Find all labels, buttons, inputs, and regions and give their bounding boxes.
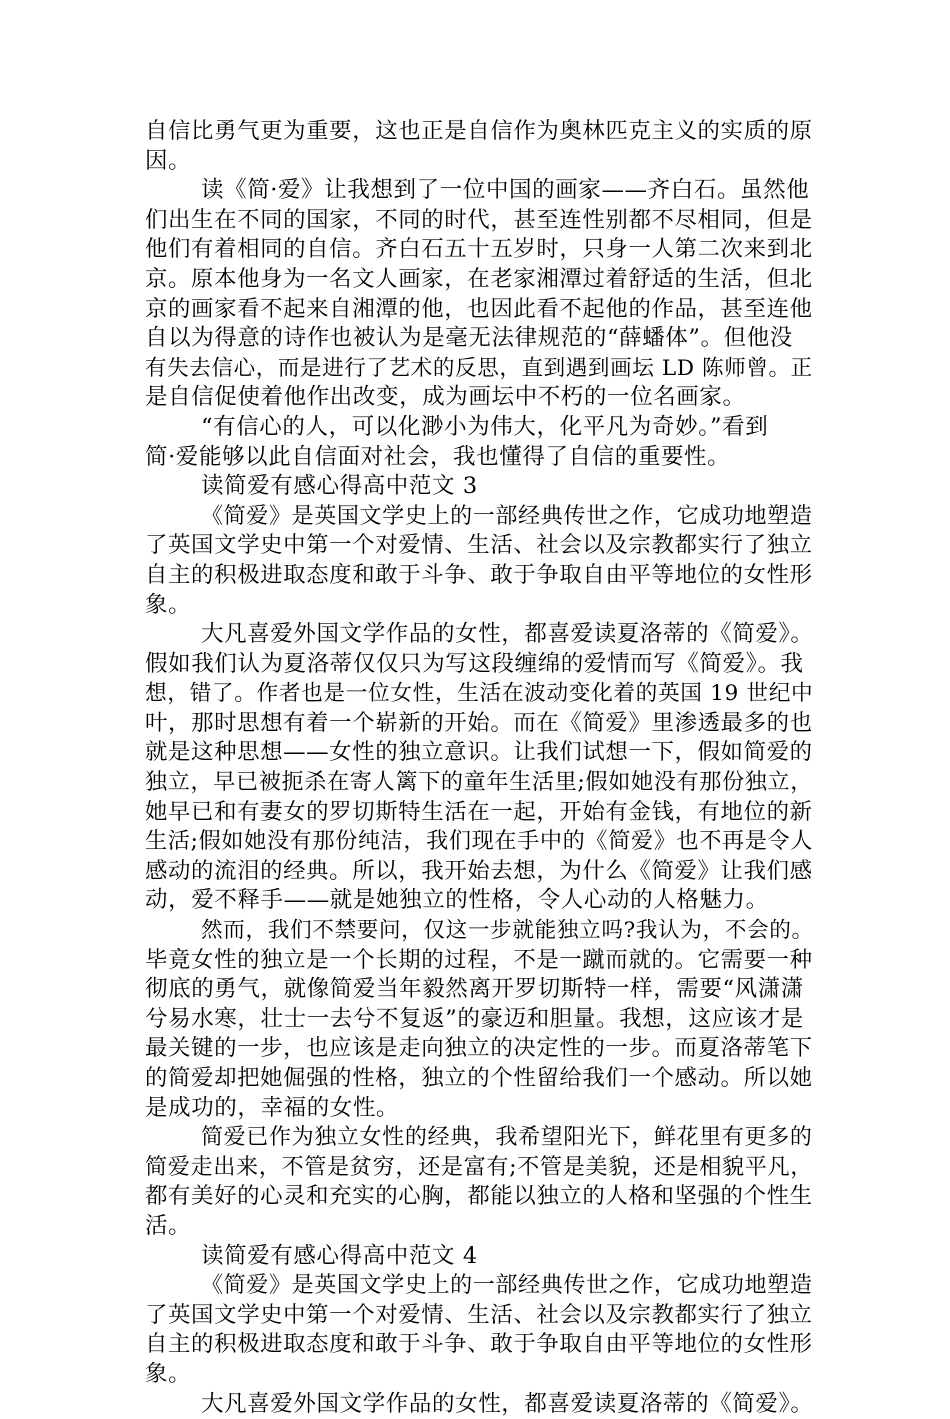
text-line: 们出生在不同的国家，不同的时代，甚至连性别都不尽相同，但是 [145,206,813,233]
text-line: 感动的流泪的经典。所以，我开始去想，为什么《简爱》让我们感 [145,857,813,884]
text-line: 兮易水寒，壮士一去兮不复返”的豪迈和胆量。我想，这应该才是 [145,1005,804,1032]
text-line: 自信比勇气更为重要，这也正是自信作为奥林匹克主义的实质的原 [145,118,813,144]
text-line: 有失去信心，而是进行了艺术的反思，直到遇到画坛 LD 陈师曾。正 [145,355,813,381]
text-line: 读《简·爱》让我想到了一位中国的画家——齐白石。虽然他 [201,177,810,204]
text-line: 的简爱却把她倔强的性格，独立的个性留给我们一个感动。所以她 [145,1065,813,1091]
text-line: 京的画家看不起来自湘潭的他，也因此看不起他的作品，甚至连他 [145,295,813,322]
text-line: 毕竟女性的独立是一个长期的过程，不是一蹴而就的。它需要一种 [145,946,813,973]
text-line: 独立，早已被扼杀在寄人篱下的童年生活里;假如她没有那份独立， [145,769,813,796]
text-line: 了英国文学史中第一个对爱情、生活、社会以及宗教都实行了独立 [145,1301,813,1328]
text-line: 最关键的一步，也应该是走向独立的决定性的一步。而夏洛蒂笔下 [145,1035,813,1062]
text-line: 简爱走出来，不管是贫穷，还是富有;不管是美貌，还是相貌平凡， [145,1153,813,1180]
text-line: 读简爱有感心得高中范文 3 [201,473,478,500]
text-line: 彻底的勇气，就像简爱当年毅然离开罗切斯特一样，需要“风潇潇 [145,976,804,1003]
text-line: 是成功的，幸福的女性。 [145,1094,400,1121]
text-line: 简·爱能够以此自信面对社会，我也懂得了自信的重要性。 [145,443,731,470]
text-line: 京。原本他身为一名文人画家，在老家湘潭过着舒适的生活，但北 [145,265,813,292]
text-line: 想，错了。作者也是一位女性，生活在波动变化着的英国 19 世纪中 [145,681,814,707]
text-line: 他们有着相同的自信。齐白石五十五岁时，只身一人第二次来到北 [145,236,813,263]
text-line: 简爱已作为独立女性的经典，我希望阳光下，鲜花里有更多的 [201,1125,813,1151]
text-line: 就是这种思想——女性的独立意识。让我们试想一下，假如简爱的 [145,739,813,766]
text-line: 象。 [145,1360,192,1387]
text-line: 了英国文学史中第一个对爱情、生活、社会以及宗教都实行了独立 [145,532,813,559]
text-line: 大凡喜爱外国文学作品的女性，都喜爱读夏洛蒂的《简爱》。 [201,1390,814,1417]
text-line: 因。 [145,147,192,174]
text-line: “有信心的人，可以化渺小为伟大，化平凡为奇妙。”看到 [201,413,769,440]
text-line: 是自信促使着他作出改变，成为画坛中不朽的一位名画家。 [145,384,746,411]
text-line: 生活;假如她没有那份纯洁，我们现在手中的《简爱》也不再是令人 [145,828,813,855]
text-line: 《简爱》是英国文学史上的一部经典传世之作，它成功地塑造 [201,1273,813,1299]
text-line: 动，爱不释手——就是她独立的性格，令人心动的人格魅力。 [145,887,769,914]
text-line: 大凡喜爱外国文学作品的女性，都喜爱读夏洛蒂的《简爱》。 [201,621,814,648]
text-line: 她早已和有妻女的罗切斯特生活在一起，开始有金钱，有地位的新 [145,798,813,825]
document-page [145,117,813,1419]
text-line: 然而，我们不禁要问，仅这一步就能独立吗?我认为，不会的。 [201,918,814,944]
text-line: 叶，那时思想有着一个崭新的开始。而在《简爱》里渗透最多的也 [145,709,813,736]
text-line: 活。 [145,1212,192,1239]
text-line: 都有美好的心灵和充实的心胸，都能以独立的人格和坚强的个性生 [145,1183,813,1210]
text-line: 象。 [145,591,192,618]
text-line: 自主的积极进取态度和敢于斗争、敢于争取自由平等地位的女性形 [145,1331,813,1358]
text-line: 假如我们认为夏洛蒂仅仅只为写这段缠绵的爱情而写《简爱》。我 [145,650,804,677]
text-line: 《简爱》是英国文学史上的一部经典传世之作，它成功地塑造 [201,503,813,529]
text-line: 读简爱有感心得高中范文 4 [201,1242,478,1269]
text-line: 自以为得意的诗作也被认为是毫无法律规范的“薛蟠体”。但他没 [145,325,793,352]
text-line: 自主的积极进取态度和敢于斗争、敢于争取自由平等地位的女性形 [145,561,813,588]
